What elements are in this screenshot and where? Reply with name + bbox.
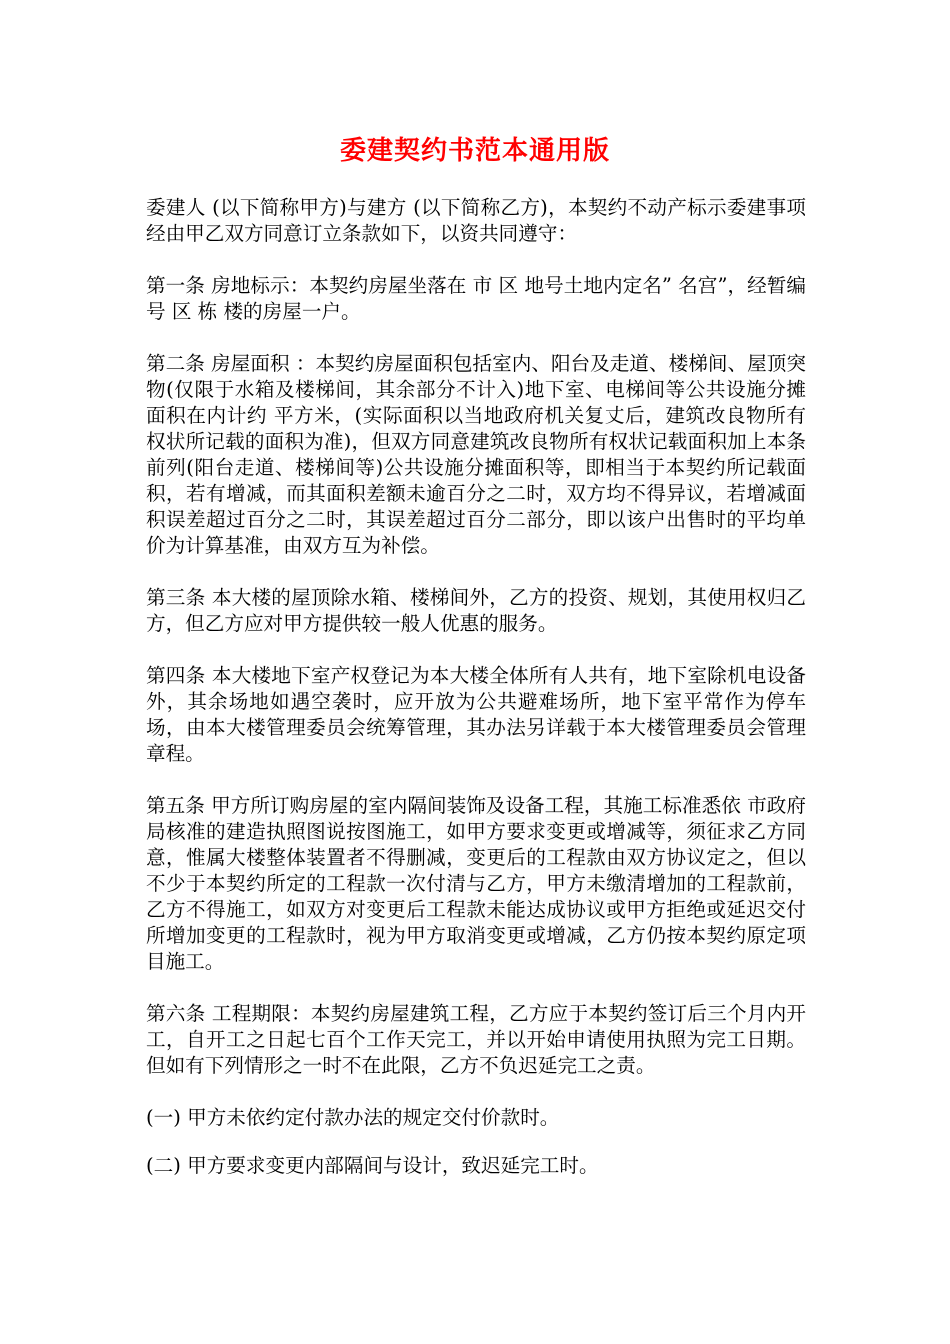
document-title: 委建契约书范本通用版 xyxy=(339,136,610,166)
paragraph-article-5: 第五条 甲方所订购房屋的室内隔间装饰及设备工程，其施工标准悉依 市政府 局核准的建造执照图说按图施工，如甲方要求变更或增减等，须征求乙方同意，惟属大楼整体装置者不得删减，变更后的工程款由双方协议定之，但以不少于本契约所定的工程款一次付清与乙方，甲方未缴清增加的工程款前，乙方不得施工，如双方对变更后工程款未能达成协议或甲方拒绝或延迟交付所增加变更的工程款时，视为甲方取消变更或增减，乙方仍按本契约原定项目施工。 xyxy=(146,794,806,973)
list-item-2: (二) 甲方要求变更内部隔间与设计，致迟延完工时。 xyxy=(146,1154,599,1177)
paragraph-article-4: 第四条 本大楼地下室产权登记为本大楼全体所有人共有，地下室除机电设备外，其余场地如遇空袭时，应开放为公共避难场所，地下室平常作为停车场，由本大楼管理委员会统筹管理，其办法另详载于本大楼管理委员会管理章程。 xyxy=(146,664,806,765)
paragraph-preamble: 委建人 (以下简称甲方)与建方 (以下简称乙方)，本契约不动产标示委建事项经由甲乙双方同意订立条款如下，以资共同遵守： xyxy=(146,196,806,245)
paragraph-article-1: 第一条 房地标示：本契约房屋坐落在 市 区 地号土地内定名” 名宫”，经暂编号 区 栋 楼的房屋一户。 xyxy=(146,274,806,323)
paragraph-article-6: 第六条 工程期限：本契约房屋建筑工程，乙方应于本契约签订后三个月内开工，自开工之日起七百个工作天完工，并以开始申请使用执照为完工日期。但如有下列情形之一时不在此限，乙方不负迟延完工之责。 xyxy=(146,1002,806,1077)
paragraph-article-2: 第二条 房屋面积 ：本契约房屋面积包括室内、阳台及走道、楼梯间、屋顶突物(仅限于水箱及楼梯间，其余部分不计入)地下室、电梯间等公共设施分摊面积在内计约 平方米，(实际面积以当地政府机关复丈后，建筑改良物所有权状所记载的面积为准)，但双方同意建筑改良物所有权状记载面积加上本条前列(阳台走道、楼梯间等)公共设施分摊面积等，即相当于本契约所记载面积，若有增减，而其面积差额未逾百分之二时，双方均不得异议，若增减面积误差超过百分之二时，其误差超过百分二部分，即以该户出售时的平均单价为计算基准，由双方互为补偿。 xyxy=(146,352,806,557)
paragraph-article-3: 第三条 本大楼的屋顶除水箱、楼梯间外，乙方的投资、规划，其使用权归乙方，但乙方应对甲方提供较一般人优惠的服务。 xyxy=(146,586,806,635)
document-body xyxy=(146,195,806,1201)
list-item-1: (一) 甲方未依约定付款办法的规定交付价款时。 xyxy=(146,1106,560,1129)
